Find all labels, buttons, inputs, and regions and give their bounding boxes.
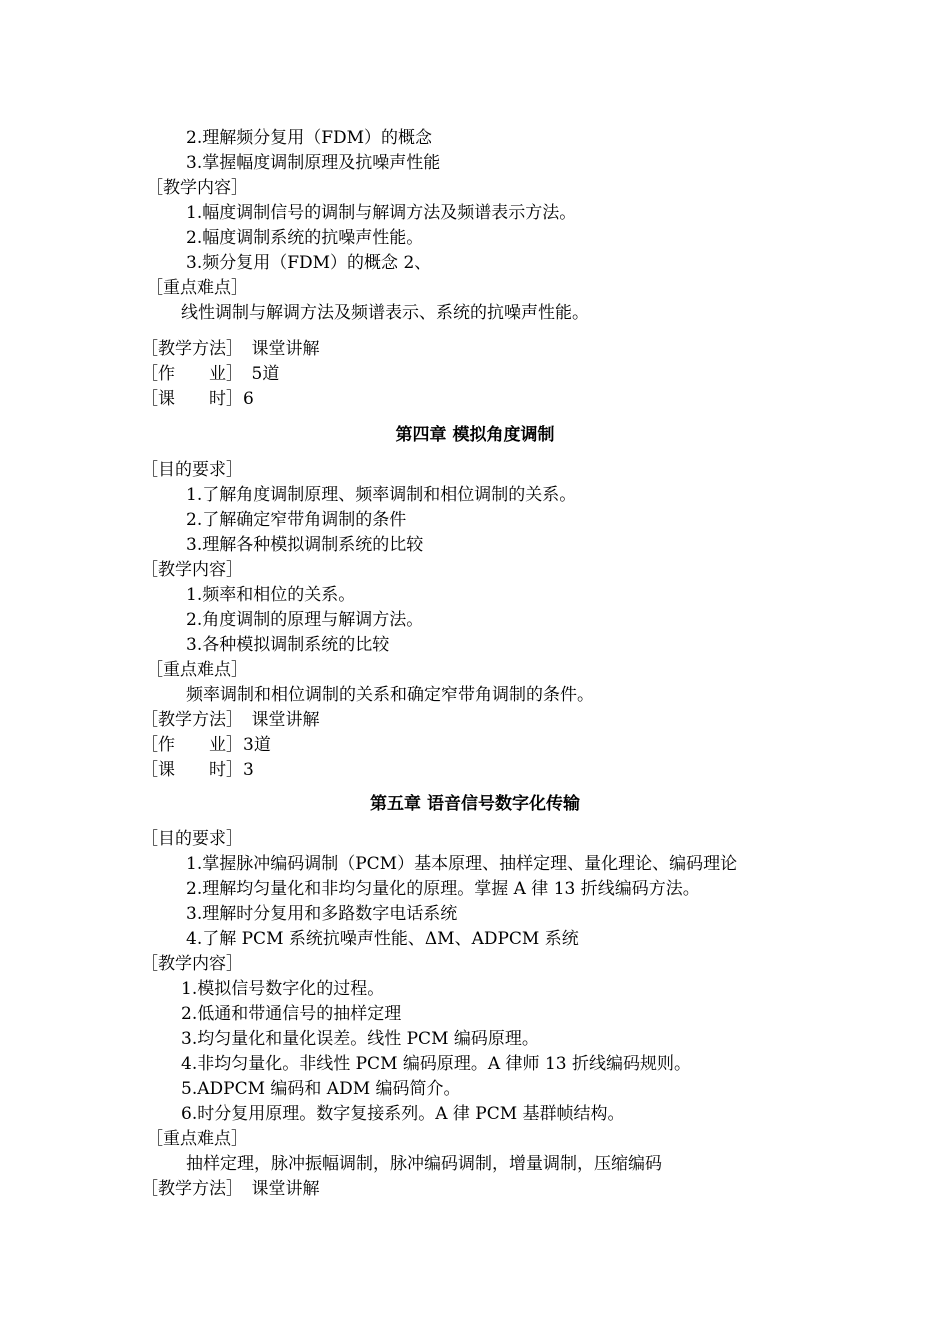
ch5-content-item-3: 3.均匀量化和量化误差。线性 PCM 编码原理。 bbox=[181, 1029, 539, 1049]
ch4-homework: ［作 业］3道 bbox=[141, 735, 271, 755]
ch5-objective-item-3: 3.理解时分复用和多路数字电话系统 bbox=[186, 904, 458, 924]
ch4-method: ［教学方法］ 课堂讲解 bbox=[141, 710, 320, 730]
ch5-content-item-4: 4.非均匀量化。非线性 PCM 编码原理。A 律师 13 折线编码规则。 bbox=[181, 1054, 691, 1074]
ch5-method: ［教学方法］ 课堂讲解 bbox=[141, 1179, 320, 1199]
ch5-key-text: 抽样定理，脉冲振幅调制，脉冲编码调制，增量调制，压缩编码 bbox=[186, 1154, 662, 1174]
ch5-content-item-1: 1.模拟信号数字化的过程。 bbox=[181, 979, 385, 999]
ch4-objective-label: ［目的要求］ bbox=[141, 460, 243, 480]
ch4-objective-item-2: 2.了解确定窄带角调制的条件 bbox=[186, 510, 407, 530]
ch3-objective-item-2: 2.理解频分复用（FDM）的概念 bbox=[186, 128, 433, 148]
ch5-objective-label: ［目的要求］ bbox=[141, 829, 243, 849]
ch4-content-item-2: 2.角度调制的原理与解调方法。 bbox=[186, 610, 424, 630]
ch5-objective-item-4: 4.了解 PCM 系统抗噪声性能、ΔM、ADPCM 系统 bbox=[186, 929, 579, 949]
ch3-content-label: ［教学内容］ bbox=[146, 178, 248, 198]
chapter-4-title: 第四章 模拟角度调制 bbox=[395, 425, 555, 445]
ch4-hours: ［课 时］3 bbox=[141, 760, 254, 780]
ch5-objective-item-2: 2.理解均匀量化和非均匀量化的原理。掌握 A 律 13 折线编码方法。 bbox=[186, 879, 700, 899]
ch3-content-item-2: 2.幅度调制系统的抗噪声性能。 bbox=[186, 228, 424, 248]
ch3-objective-item-3: 3.掌握幅度调制原理及抗噪声性能 bbox=[186, 153, 441, 173]
ch4-key-text: 频率调制和相位调制的关系和确定窄带角调制的条件。 bbox=[186, 685, 594, 705]
ch4-objective-item-3: 3.理解各种模拟调制系统的比较 bbox=[186, 535, 424, 555]
ch3-key-label: ［重点难点］ bbox=[146, 278, 248, 298]
ch4-content-item-3: 3.各种模拟调制系统的比较 bbox=[186, 635, 390, 655]
ch5-content-item-2: 2.低通和带通信号的抽样定理 bbox=[181, 1004, 402, 1024]
ch5-content-item-6: 6.时分复用原理。数字复接系列。A 律 PCM 基群帧结构。 bbox=[181, 1104, 625, 1124]
ch3-content-item-3: 3.频分复用（FDM）的概念 2、 bbox=[186, 253, 432, 273]
ch5-objective-item-1: 1.掌握脉冲编码调制（PCM）基本原理、抽样定理、量化理论、编码理论 bbox=[186, 854, 738, 874]
ch3-hours: ［课 时］6 bbox=[141, 389, 254, 409]
chapter-5-title: 第五章 语音信号数字化传输 bbox=[370, 794, 580, 814]
ch4-key-label: ［重点难点］ bbox=[146, 660, 248, 680]
ch5-key-label: ［重点难点］ bbox=[146, 1129, 248, 1149]
ch4-objective-item-1: 1.了解角度调制原理、频率调制和相位调制的关系。 bbox=[186, 485, 577, 505]
ch5-content-item-5: 5.ADPCM 编码和 ADM 编码简介。 bbox=[181, 1079, 461, 1099]
ch3-key-text: 线性调制与解调方法及频谱表示、系统的抗噪声性能。 bbox=[181, 303, 589, 323]
ch5-content-label: ［教学内容］ bbox=[141, 954, 243, 974]
ch3-content-item-1: 1.幅度调制信号的调制与解调方法及频谱表示方法。 bbox=[186, 203, 577, 223]
ch3-homework: ［作 业］ 5道 bbox=[141, 364, 280, 384]
ch4-content-label: ［教学内容］ bbox=[141, 560, 243, 580]
ch4-content-item-1: 1.频率和相位的关系。 bbox=[186, 585, 356, 605]
ch3-method: ［教学方法］ 课堂讲解 bbox=[141, 339, 320, 359]
